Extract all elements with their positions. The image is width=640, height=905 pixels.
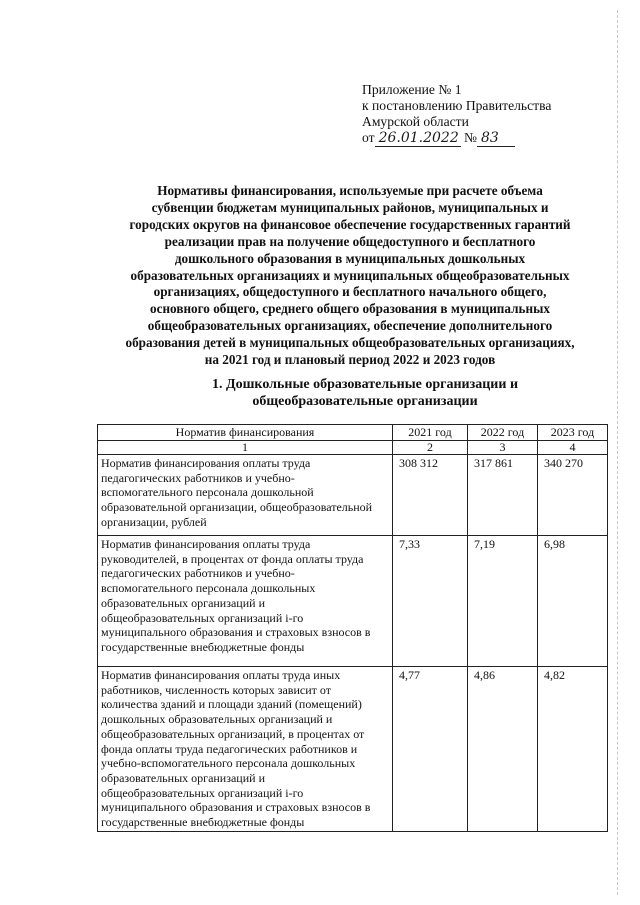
title-line: Нормативы финансирования, используемые при расчете объема (157, 183, 543, 198)
description-line: государственные внебюджетные фонды (101, 639, 305, 654)
value-2021: 308 312 (393, 455, 468, 536)
column-number: 3 (468, 441, 538, 455)
section-line: общеобразовательные организации (252, 393, 478, 409)
scan-edge-line (617, 10, 618, 895)
row-description (98, 455, 393, 536)
table-row (98, 536, 608, 667)
title-line: субвенции бюджетам муниципальных районов, муниципальных и (151, 199, 549, 215)
description-line: образовательной организации, общеобразовательной (101, 500, 373, 515)
value-2023: 4,82 (538, 667, 608, 832)
appendix-line-3: Амурской области (362, 114, 469, 129)
column-number: 1 (98, 441, 393, 455)
description-line: образовательных организаций и (101, 770, 265, 785)
norms-table (97, 424, 608, 832)
description-line: муниципального образования и страховых взносов в (101, 800, 371, 815)
value-2021: 4,77 (393, 667, 468, 832)
title-line: городских округов на финансовое обеспечение государственных гарантий (129, 216, 571, 232)
value-2022: 4,86 (468, 667, 538, 832)
value-2023: 6,98 (538, 536, 608, 667)
description-line: руководителей, в процентах от фонда оплаты труда (101, 551, 364, 566)
value-2022: 7,19 (468, 536, 538, 667)
description-line: Норматив финансирования оплаты труда иных (101, 668, 341, 682)
section-heading (160, 377, 570, 410)
description-line: вспомогательного персонала дошкольных (101, 581, 316, 596)
row-description (98, 536, 393, 667)
value-2021: 7,33 (393, 536, 468, 667)
description-line: дошкольных образовательных организаций и (101, 712, 333, 727)
title-line: общеобразовательных организациях, обеспечение дополнительного (147, 318, 553, 334)
description-line: общеобразовательных организаций, в процентах от (101, 726, 365, 741)
description-line: общеобразовательных организаций i-го (101, 610, 304, 625)
description-line: Норматив финансирования оплаты труда (101, 456, 311, 470)
appendix-line-1: Приложение № 1 (362, 82, 462, 97)
description-line: муниципального образования и страховых взносов в (101, 625, 371, 640)
table-row (98, 667, 608, 832)
column-number: 4 (538, 441, 608, 455)
description-line: фонда оплаты труда педагогических работников и (101, 741, 358, 756)
column-number: 2 (393, 441, 468, 455)
handwritten-date: 26.01.2022 (375, 131, 461, 147)
header-norm: Норматив финансирования (98, 425, 393, 441)
description-line: работников, численность которых зависит от (101, 682, 331, 697)
column-number-row (98, 441, 608, 455)
description-line: количества зданий и площади зданий (помещений) (101, 697, 362, 712)
description-line: образовательных организаций и (101, 595, 265, 610)
description-line: государственные внебюджетные фонды (101, 815, 305, 830)
title-line: реализации прав на получение общедоступного и бесплатного (164, 233, 536, 249)
section-line: 1. Дошкольные образовательные организации и (211, 377, 519, 392)
description-line: вспомогательного персонала дошкольной (101, 485, 314, 500)
title-line: организациях, общедоступного и бесплатного начального общего, (153, 284, 547, 300)
title-line: основного общего, среднего общего образования в муниципальных (150, 301, 550, 317)
document-title (90, 183, 610, 369)
header-2022: 2022 год (468, 425, 538, 441)
description-line: учебно-вспомогательного персонала дошкольных (101, 756, 356, 771)
appendix-block (362, 82, 551, 147)
title-line: образования детей в муниципальных общеобразовательных организациях, (125, 335, 575, 351)
description-line: педагогических работников и учебно- (101, 470, 295, 485)
handwritten-number: 83 (477, 131, 515, 147)
title-line: на 2021 год и плановый период 2022 и 2023 годов (204, 352, 496, 368)
value-2023: 340 270 (538, 455, 608, 536)
from-label: от (362, 130, 375, 145)
description-line: организации, рублей (101, 514, 207, 529)
appendix-line-2: к постановлению Правительства (362, 98, 552, 113)
table-header-row (98, 425, 608, 441)
description-line: педагогических работников и учебно- (101, 566, 295, 581)
table-row (98, 455, 608, 536)
row-description (98, 667, 393, 832)
description-line: Норматив финансирования оплаты труда (101, 537, 311, 551)
number-label: № (463, 130, 477, 145)
header-2021: 2021 год (393, 425, 468, 441)
value-2022: 317 861 (468, 455, 538, 536)
header-2023: 2023 год (538, 425, 608, 441)
title-line: образовательных организациях и муниципальных общеобразовательных (130, 267, 570, 283)
appendix-date-line (362, 130, 551, 147)
description-line: общеобразовательных организаций i-го (101, 785, 304, 800)
title-line: дошкольного образования в муниципальных дошкольных (174, 250, 526, 266)
